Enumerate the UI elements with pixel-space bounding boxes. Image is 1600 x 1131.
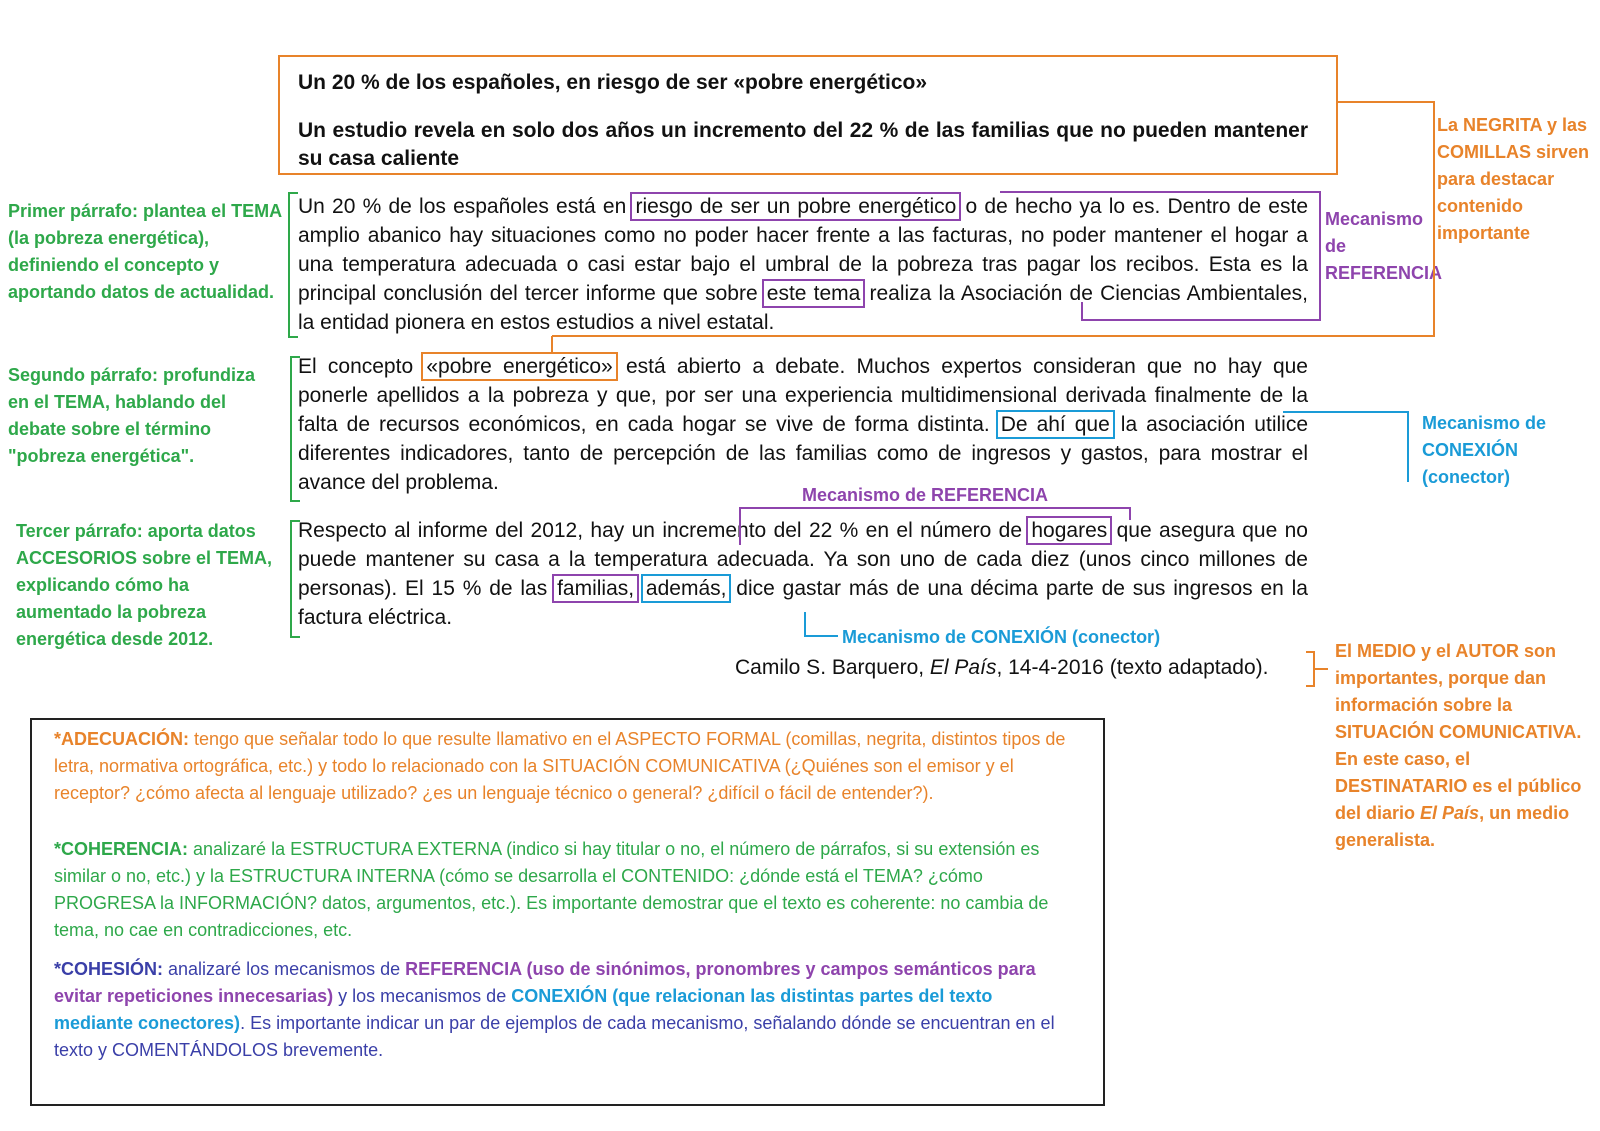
note-medio-text-2: , un medio generalista. (1335, 803, 1570, 850)
p3-text-2: que asegura que no puede mantener su casa a la temperatura adecuada. Ya son uno de cada diez (unos cinco millones de personas). El 15 % de las (298, 519, 1308, 600)
source-medium: El País (929, 656, 997, 679)
note-paragraph-2: Segundo párrafo: profundiza en el TEMA, hablando del debate sobre el término "pobreza energética". (8, 365, 255, 466)
note-conexion-2: Mecanismo de CONEXIÓN (conector) (842, 627, 1161, 647)
connector-ref-1 (1000, 192, 1320, 320)
note-medio-diario: El País (1420, 803, 1480, 823)
coherencia-text: analizaré la ESTRUCTURA EXTERNA (indico si hay titular o no, el número de párrafos, si su extensión es similar o no, etc.) y la ESTRUCTURA INTERNA (cómo se desarrolla el CONTENIDO: ¿dónde está el TEMA? ¿cómo PROGRESA la INFORMACIÓN? datos, argumentos, etc.). Es importante demostrar que el texto es coherente: no cambia de tema, no cae en contradicciones, etc. (54, 839, 1049, 940)
connector-source (1306, 652, 1314, 686)
connector-con-1 (1283, 412, 1408, 482)
p2-text-3: la asociación utilice diferentes indicadores, tanto de percepción de las familias como de ingresos y gastos, para mostrar el avance del problema. (298, 413, 1308, 494)
cohesion-referencia: REFERENCIA (uso de sinónimos, pronombres y campos semánticos para evitar repeticiones innecesarias) (54, 959, 1036, 1006)
note-referencia-2: Mecanismo de REFERENCIA (802, 485, 1049, 505)
criteria-coherencia (54, 836, 1074, 944)
coherencia-label: *COHERENCIA: (54, 839, 189, 859)
note-negrita-comillas: La NEGRITA y las COMILLAS sirven para destacar contenido importante (1437, 115, 1590, 243)
connector-ref-2 (740, 508, 1130, 545)
p1-text-2: o de hecho ya lo es. Dentro de este amplio abanico hay situaciones como no poder hacer frente a las facturas, no poder mantener el hogar a una temperatura adecuada o casi estar bajo el umbral de la pobreza tras pagar los recibos. Esta es la principal conclusión del tercer informe que sobre (298, 195, 1308, 305)
p2-text-2: está abierto a debate. Muchos expertos consideran que no hay que ponerle apellidos a la pobreza y que, por ser una experiencia multidimensional derivada finalmente de la falta de recursos económicos, en cada hogar se vive de forma distinta. (298, 355, 1308, 436)
p3-text-4: dice gastar más de una décima parte de sus ingresos en la factura eléctrica. (298, 577, 1308, 629)
p1-text-1: Un 20 % de los españoles está en (298, 195, 634, 218)
criteria-cohesion (54, 956, 1074, 1064)
criteria-adecuacion (54, 726, 1074, 807)
note-medio-text-1: El MEDIO y el AUTOR son importantes, porque dan información sobre la SITUACIÓN COMUNICATIVA. En este caso, el DESTINATARIO es el público del diario (1335, 641, 1582, 823)
cohesion-text-3: . Es importante indicar un par de ejemplos de cada mecanismo, señalando dónde se encuentran en el texto y COMENTÁNDOLOS brevemente. (54, 1013, 1055, 1060)
p3-keyword-familias: familias, (557, 577, 635, 600)
p3-text-1: Respecto al informe del 2012, hay un incremento del 22 % en el número de (298, 519, 1030, 542)
headline-title: Un 20 % de los españoles, en riesgo de ser «pobre energético» (298, 71, 928, 94)
p1-keyword-este-tema: este tema (766, 282, 861, 305)
adecuacion-text: tengo que señalar todo lo que resulte llamativo en el ASPECTO FORMAL (comillas, negrita, distintos tipos de letra, normativa ortográfica, etc.) y todo lo relacionado con la SITUACIÓN COMUNICATIVA (¿Quiénes son el emisor y el receptor? ¿cómo afecta al lenguaje utilizado? ¿es un lenguaje técnico o general? ¿difícil o fácil de entender?). (54, 729, 1066, 803)
p1-keyword-riesgo: riesgo de ser un pobre energético (635, 195, 957, 218)
p2-keyword-pobre-energetico: «pobre energético» (426, 355, 613, 378)
p3-keyword-hogares: hogares (1031, 519, 1108, 542)
note-referencia-1: Mecanismo de REFERENCIA (1325, 209, 1443, 283)
cohesion-label: *COHESIÓN: (54, 959, 164, 979)
connector-headline (1080, 102, 1443, 336)
cohesion-conexion: CONEXIÓN (que relacionan las distintas partes del texto mediante conectores) (54, 986, 993, 1033)
p2-keyword-de-ahi-que: De ahí que (1000, 413, 1110, 436)
source-author: Camilo S. Barquero, (735, 656, 930, 679)
p2-text-1: El concepto (298, 355, 425, 378)
headline-subtitle: Un estudio revela en solo dos años un incremento del 22 % de las familias que no pueden mantener su casa caliente (298, 119, 1308, 170)
cohesion-text-1: analizaré los mecanismos de (163, 959, 406, 979)
p1-text-3: realiza la Asociación de Ciencias Ambientales, la entidad pionera en estos estudios a nivel estatal. (298, 282, 1308, 334)
note-paragraph-1: Primer párrafo: plantea el TEMA (la pobreza energética), definiendo el concepto y aportando datos de actualidad. (8, 201, 282, 302)
source-rest: , 14-4-2016 (texto adaptado). (996, 656, 1269, 679)
cohesion-text-2: y los mecanismos de (333, 986, 512, 1006)
note-conexion-1: Mecanismo de CONEXIÓN (conector) (1422, 413, 1547, 487)
note-paragraph-3: Tercer párrafo: aporta datos ACCESORIOS sobre el TEMA, explicando cómo ha aumentado la pobreza energética desde 2012. (16, 521, 273, 649)
p3-keyword-ademas: además, (645, 577, 727, 600)
criteria-box (30, 718, 1105, 1106)
adecuacion-label: *ADECUACIÓN: (54, 729, 189, 749)
connector-con-2 (805, 612, 838, 636)
